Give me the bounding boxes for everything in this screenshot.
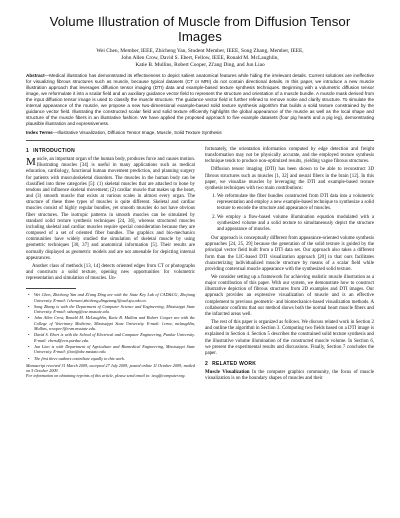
paragraph-lead: Muscle Visualization	[205, 370, 250, 376]
index-terms	[26, 130, 374, 136]
paragraph: Muscle, an important organ of the human body, produces force and causes motion. Illustrating muscles [34] is useful in many applications such as medical education, cardiology, functional human movement prediction, and planning surgery for patients with musculoskeletal disorders. The muscles in the human body can be classified into three categories [5]: (1) skeletal muscles that are attached to bone by tendons and influence skeletal movement; (2) cardiac muscle that makes up the heart, and (3) smooth muscle that exists at various scales in almost every organ. The structure of these three types of muscles is quite different. Skeletal and cardiac muscles consist of highly regular bundles, yet smooth muscles do not have obvious fiber structures. The isotropic patterns in smooth muscles can be simulated by standard solid texture synthesis techniques [24, 36], whereas structured muscles including skeletal and cardiac muscles require special consideration because they are composed of a set of oriented fiber bundles. The graphics and bio-mechanics communities have widely studied the simulation of skeletal muscle by using geometric techniques [30, 37] and anatomical information [5]. Their results are normally displayed as geometric models and are not amenable for depicting internal appearances.	[26, 156, 195, 261]
footnote-item: • John Allen Crow, Ronald M. McLaughlin, Katie B. Mullins and Robert Cooper are with the College of Veterinary Medicine, Mississippi State University. E-mail: {crow, mclaughlin, Mullins, rcooper}@cvm.msstate.edu.	[34, 315, 195, 331]
section-number: 1	[26, 148, 30, 154]
two-column-body	[26, 147, 374, 384]
index-terms-text: —Illustrative Visualization, Diffusion Tensor Image, Muscle, Solid Texture Synthesis	[52, 130, 222, 135]
manuscript-note: Manuscript received 31 March 2009; accepted 27 July 2009; posted online 11 October 2009; mailed on 5 October 2009.	[26, 362, 195, 374]
paragraph-text: In the computer graphics community, the focus of muscle visualization is on the boundary shapes of muscles and their	[205, 370, 374, 382]
footnote-item: • The first three authors contribute equally to this work.	[34, 356, 195, 361]
author-line: Wei Chen, Member, IEEE, Zhicheng Yan, Student Member, IEEE, Song Zhang, Member, IEEE,	[96, 48, 304, 54]
section-title: INTRODUCTION	[33, 148, 76, 154]
list-item: 1. We reformulate the fiber bundles constructed from DTI data into a volumetric representation and employ a new example-based technique to synthesize a solid texture to encode the structure and appearance of muscles.	[217, 194, 374, 212]
author-line: John Allen Crow, David S. Ebert, Fellow, IEEE, Ronald M. McLaughlin,	[121, 55, 279, 61]
paragraph: The rest of this paper is organized as follows. We discuss related work in Section 2 and outline the algorithm in Section 3. Computing two fields based on a DTI image is explained in Section 4. Section 5 describes the constrained solid texture synthesis and the illustrative volume illumination of the constructed muscle volume. In Section 6, we present the experimental results and discussions. Finally, Section 7 concludes the paper.	[205, 320, 374, 356]
author-line: Katie B. Mullins, Robert Cooper, Zi'ang Ding, and Jun Liao	[135, 62, 265, 68]
paper-title: Volume Illustration of Muscle from Diffusion Tensor Images	[49, 14, 351, 44]
list-item: 2. We employ a flow-based volume illumination equation modulated with a synthesized volume and a solid texture to simultaneously depict the structure and appearance of muscles.	[217, 215, 374, 233]
footnote-item: • David S. Ebert is with the School of Electrical and Computer Engineering, Purdue University. E-mail: ebertd@ecn.purdue.edu.	[34, 332, 195, 343]
footnote-item: • Jun Liao is with Department of Agriculture and Biomedical Engineering, Mississippi State University. E-mail: jliao@abe.msstate.edu.	[34, 344, 195, 355]
abstract-text: —Medical illustration has demonstrated its effectiveness to depict salient anatomical features while hiding the irrelevant details. Current solutions are ineffective for visualizing fibrous structures such as muscle, because typical datasets (CT or MRI) do not contain directional details. In this paper, we introduce a new muscle illustration approach that leverages diffusion tensor imaging (DTI) data and example-based texture synthesis techniques. Beginning with a volumetric diffusion tensor image, we reformulate it into a scalar field and an auxiliary guidance vector field to represent the structure and orientation of a muscle bundle. A muscle mask derived from the input diffusion tensor image is used to classify the muscle structure. The guidance vector field is further refined to remove noise and clarify structure. To simulate the internal appearance of the muscle, we propose a new two-dimensional example-based solid texture synthesis algorithm that builds a solid texture constrained by the guidance vector field. Illustrating the constructed scalar field and solid texture efficiently highlights the global appearance of the muscle as well as the local shape and structure of the muscle fibers in an illustrative fashion. We have applied the proposed approach to five example datasets (four pig hearts and a pig leg), demonstrating plausible illustration and expressiveness.	[26, 73, 374, 126]
left-column	[26, 147, 195, 384]
paragraph: Diffusion tensor imaging (DTI) has been shown to be able to reconstruct 3D fibrous structures such as muscles [1, 32] and neural fibers in the brain [12]. In this paper, we visualize muscles by leveraging the DTI and example-based texture synthesis techniques with two main contributions:	[205, 167, 374, 191]
section-heading	[205, 361, 374, 367]
paragraph: fortunately, the orientation information computed by edge detection and freight transformation may not be physically accurate, and the employed texture synthesis technique tends to produce non-optimized results, yielding vague fibrous structures.	[205, 147, 374, 165]
paragraph: Another class of methods [13, 14] detects oriented edges from CT or photographs and constructs a solid texture, opening new opportunities for volumetric representation and simulation of muscles. Un-	[26, 263, 195, 282]
section-heading	[26, 148, 195, 154]
index-terms-label: Index Terms	[26, 130, 53, 135]
footnote-divider	[26, 288, 76, 289]
header-divider	[26, 140, 374, 141]
section-number: 2	[205, 361, 209, 367]
reprint-note: For information on obtaining reprints of this article, please send email to: tvcg@computer.org.	[26, 373, 186, 379]
paragraph: Our approach is conceptually different from appearance-oriented volume synthesis approaches [24, 25, 29] because the generation of the solid texture is guided by the principal vector field built from a DTI data set. Our approach also takes a different form than the LIC-based DTI visualization approach [20] in that ours facilitates characterizing individualized muscle structure by means of a scalar field while providing contextual muscle appearance with the synthesized solid texture.	[205, 236, 374, 272]
contribution-list	[205, 194, 374, 233]
paragraph	[205, 370, 374, 382]
section-title: RELATED WORK	[212, 361, 257, 367]
abstract-label: Abstract	[26, 73, 45, 78]
right-column	[205, 147, 374, 384]
abstract	[26, 73, 374, 127]
footnote-item: • Wei Chen, Zhicheng Yan and Zi'ang Ding are with the State Key Lab of CAD&CG, Zhejiang University. E-mail: {chenwei,zhicheng,dingziang}@cad.zju.edu.cn.	[34, 292, 195, 303]
footnote-item: • Song Zhang is with the Department of Computer Science and Engineering, Mississippi State University. E-mail: szhang@cse.msstate.edu.	[34, 304, 195, 315]
footnotes	[26, 292, 195, 378]
paragraph: We consider setting up a framework for achieving realistic muscle illustration as a major contribution of this paper. With our system, we demonstrate how to construct illustrative depiction of fibrous structures from 2D examples and DTI images. Our approach provides an expressive visualization of muscle and is an effective complement to previous geometric- and biomechanics-based visualization methods. A collaborator confirms that our method shows both the normal heart muscle fibers and the infarcted areas well.	[205, 274, 374, 317]
author-list	[26, 48, 374, 69]
